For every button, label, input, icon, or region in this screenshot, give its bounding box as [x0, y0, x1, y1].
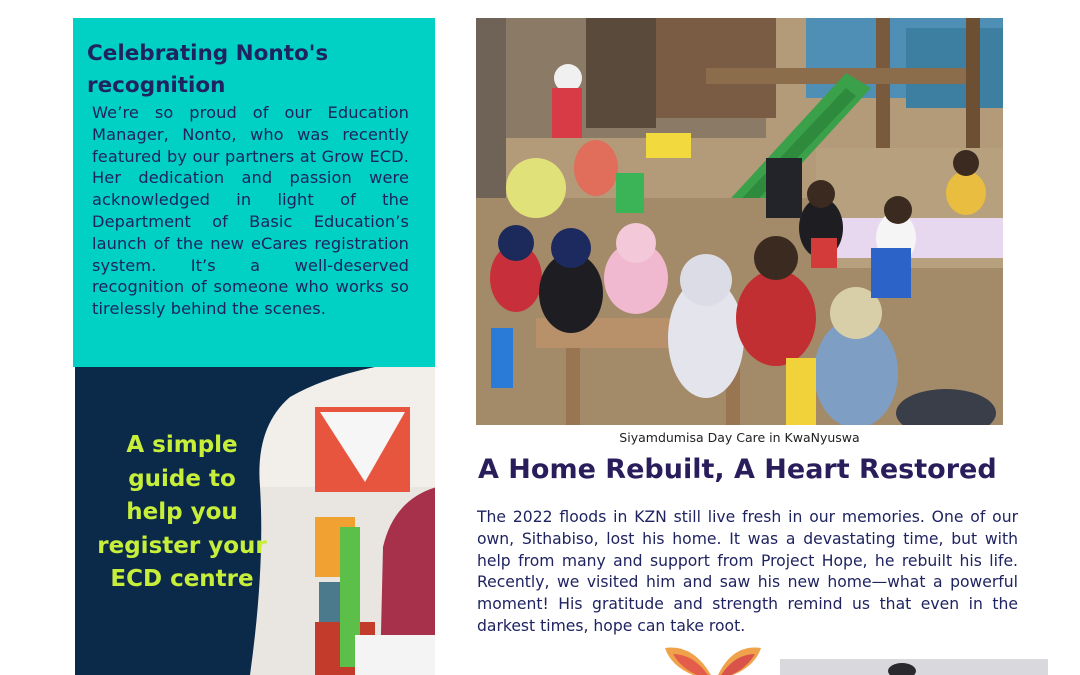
recognition-card [73, 18, 435, 367]
recognition-title: Celebrating Nonto's recognition [87, 41, 329, 98]
story-headline: A Home Rebuilt, A Heart Restored [478, 454, 997, 485]
recognition-body: We’re so proud of our Education Manager, Nonto, who was recently featured by our partners at Grow ECD. Her dedication and passion were acknowledged in light of the Department of Basic Education’s launch of the new eCares registration system. It’s a well-deserved recognition of someone who works so tirelessly behind the scenes. [92, 103, 409, 319]
butterfly-logo-icon [663, 644, 763, 675]
cropped-photo [780, 659, 1048, 675]
day-care-photo [476, 18, 1003, 425]
photo-caption: Siyamdumisa Day Care in KwaNyuswa [619, 430, 860, 445]
story-body: The 2022 floods in KZN still live fresh in our memories. One of our own, Sithabiso, lost his home. It was a devastating time, but with help from many and support from Project Hope, he rebuilt his life. Recently, we visited him and saw his new home—what a powerful moment! His gratitude and strength remind us that even in the darkest times, hope can take root. [477, 508, 1018, 635]
promo-text: A simple guide to help you register your ECD centre [97, 432, 267, 593]
ecd-guide-promo[interactable] [75, 367, 435, 675]
